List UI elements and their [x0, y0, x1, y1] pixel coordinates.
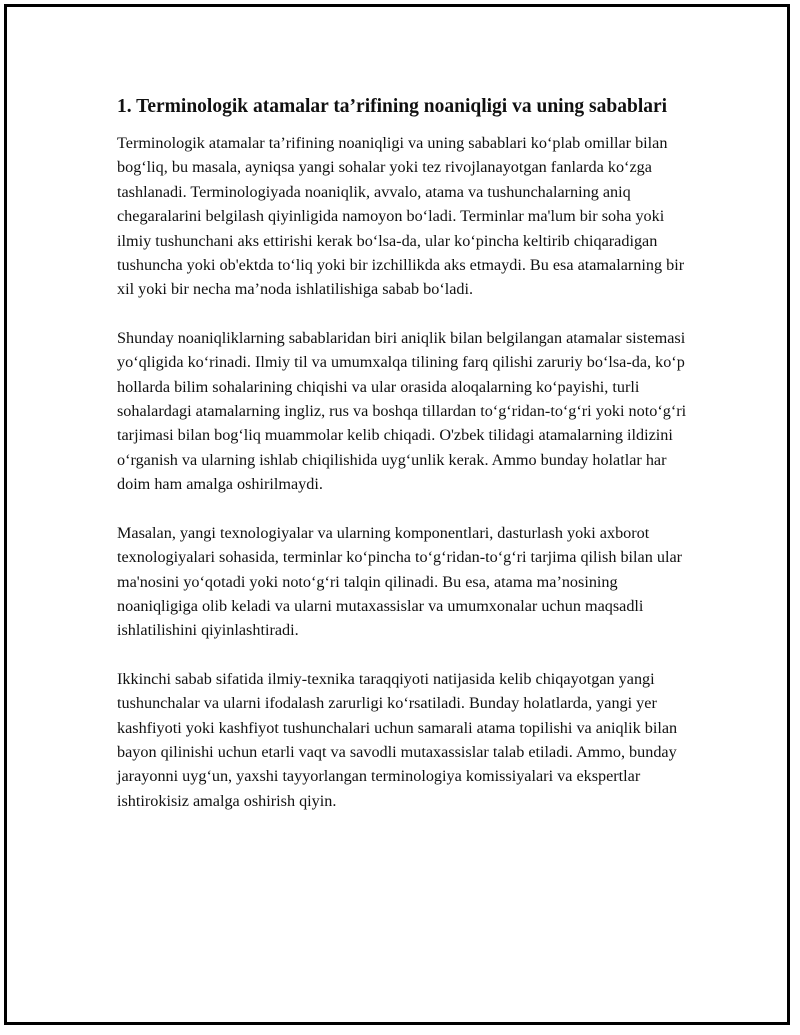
paragraph-3: Masalan, yangi texnologiyalar va ularning komponentlari, dasturlash yoki axborot texnologiyalari sohasida, terminlar ko‘pincha to‘g‘ridan-to‘g‘ri tarjima qilish bilan ular ma'nosini yo‘qotadi yoki noto‘g‘ri talqin qilinadi. Bu esa, atama ma’nosining noaniqligiga olib keladi va ularni mutaxassislar va umumxonalar uchun maqsadli ishlatilishini qiyinlashtiradi.	[117, 523, 683, 640]
paragraph-1: Terminologik atamalar ta’rifining noaniqligi va uning sabablari ko‘plab omillar bilan bog‘liq, bu masala, ayniqsa yangi sohalar yoki tez rivojlanayotgan fanlarda ko‘zga tashlanadi. Terminologiyada noaniqlik, avvalo, atama va tushunchalarning aniq chegaralarini belgilash qiyinligida namoyon bo‘ladi. Terminlar ma'lum bir soha yoki ilmiy tushunchani aks ettirishi kerak bo‘lsa-da, ular ko‘pincha keltirib chiqaradigan tushuncha yoki ob'ektda to‘liq yoki bir izchillikda aks etmaydi. Bu esa atamalarning bir xil yoki bir necha ma’noda ishlatilishiga sabab bo‘ladi.	[117, 134, 685, 299]
paragraph-4: Ikkinchi sabab sifatida ilmiy-texnika taraqqiyoti natijasida kelib chiqayotgan yangi tushunchalar va ularni ifodalash zarurligi ko‘rsatiladi. Bunday holatlarda, yangi yer kashfiyoti yoki kashfiyot tushunchalari uchun samarali atama topilishi va aniqlik bilan bayon qilinishi uchun etarli vaqt va savodli mutaxassislar talab etiladi. Ammo, bunday jarayonni uyg‘un, yaxshi tayyorlangan terminologiya komissiyalari va ekspertlar ishtirokisiz amalga oshirish qiyin.	[117, 669, 678, 810]
paragraph-2: Shunday noaniqliklarning sabablaridan biri aniqlik bilan belgilangan atamalar sistemasi yo‘qligida ko‘rinadi. Ilmiy til va umumxalqa tilining farq qilishi zaruriy bo‘lsa-da, ko‘p hollarda bilim sohalarining chiqishi va ular orasida aloqalarning ko‘payishi, turli sohalardagi atamalarning ingliz, rus va boshqa tillardan to‘g‘ridan-to‘g‘ri yoki noto‘g‘ri tarjimasi bilan bog‘liq muammolar kelib chiqadi. O'zbek tilidagi atamalarning ildizini o‘rganish va ularning ishlab chiqilishida uyg‘unlik kerak. Ammo bunday holatlar har doim ham amalga oshirilmaydi.	[117, 328, 687, 494]
document-content	[117, 94, 697, 837]
page-title: 1. Terminologik atamalar ta’rifining noaniqligi va uning sabablari	[117, 96, 668, 117]
